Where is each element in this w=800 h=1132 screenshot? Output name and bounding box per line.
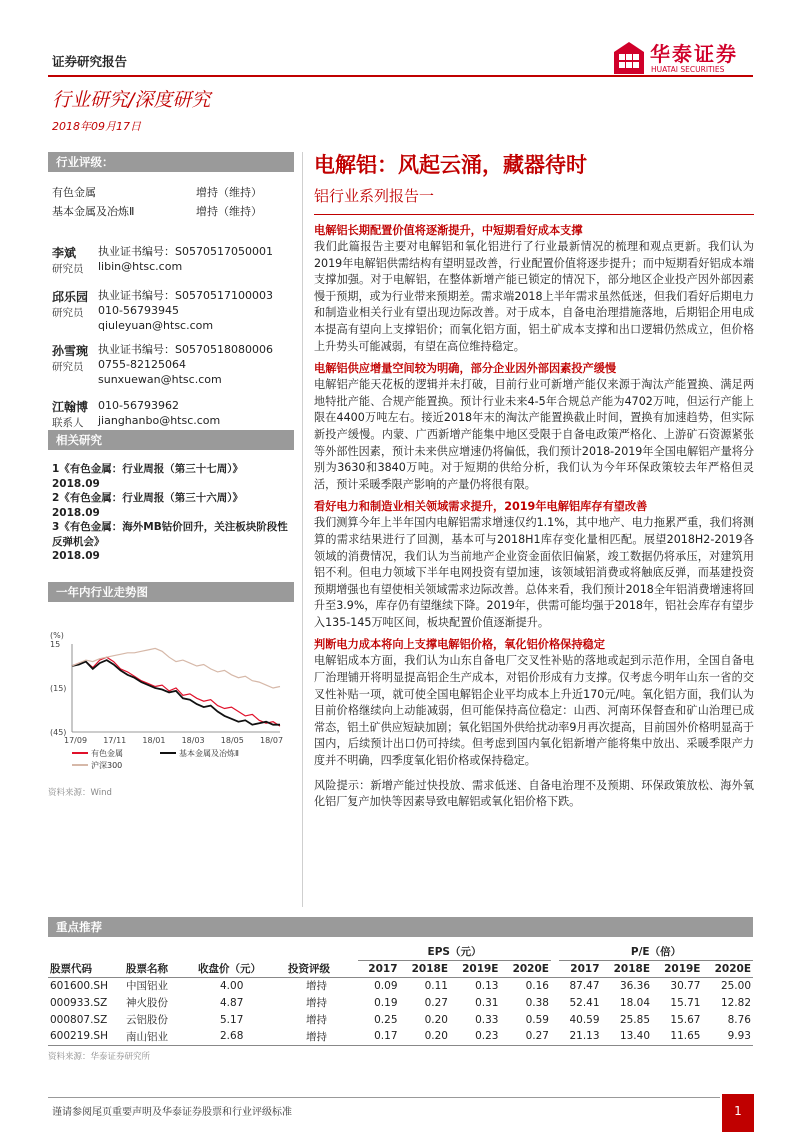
metric-cell: 9.93 [727, 1030, 751, 1043]
y-tick-label: (15) [50, 684, 67, 693]
close-price: 4.87 [220, 996, 244, 1009]
col-pe-2017: 2017 [570, 962, 600, 975]
related-title: 相关研究 [48, 430, 294, 450]
related-item-title[interactable]: 3《有色金属：海外MB钴价回升，关注板块阶段性反弹机会》 [52, 521, 288, 548]
footer-divider [48, 1097, 720, 1098]
rating-value: 增持（维持） [196, 186, 262, 199]
metric-cell: 0.33 [475, 1013, 499, 1026]
metric-cell: 0.11 [424, 979, 448, 992]
related-item[interactable] [52, 462, 294, 491]
stock-code[interactable]: 000933.SZ [50, 996, 108, 1009]
close-price: 4.00 [220, 979, 244, 992]
logo-cn: 华泰证券 [650, 42, 738, 66]
logo [614, 38, 754, 80]
section-body: 电解铝产能天花板的逻辑并未打破，目前行业可新增产能仅来源于淘汰产能置换、满足两地特批产能、合规产能置换。预计行业未来4-5年合规总产能为4702万吨，但运行产能上限在4400万吨左右。接近2018年末的淘汰产能置换截止时间，置换有加速趋势，但实际新投产缓慢。内蒙、广西新增产能集中地区受限于自备电政策严格化、上游矿石资源紧张等外部性因素，预计未来供应增速仍将偏低，我们预计2018-2019年全国电解铝产量将分别为3630和3840万吨。对于短期的供给分析，我们认为今年环保政策较去年严格但灵活，预计采暖季限产影响的产量仍将很有限。 [314, 378, 754, 491]
analyst-email[interactable]: sunxuewan@htsc.com [98, 373, 222, 386]
analyst-license: 执业证书编号：S0570518080006 [98, 343, 273, 356]
report-subtitle: 铝行业系列报告一 [314, 187, 435, 205]
investment-rating: 增持 [306, 997, 327, 1009]
section-heading: 电解铝长期配置价值将逐渐提升，中短期看好成本支撑 [314, 224, 583, 237]
close-price: 5.17 [220, 1013, 244, 1026]
investment-rating: 增持 [306, 1030, 327, 1043]
report-title: 电解铝：风起云涌，藏器待时 [314, 153, 587, 177]
metric-cell: 52.41 [569, 996, 600, 1009]
metric-cell: 11.65 [670, 1030, 701, 1043]
stock-name: 中国铝业 [126, 980, 168, 993]
metric-cell: 0.31 [475, 996, 499, 1009]
section-1 [314, 223, 754, 355]
metric-cell: 36.36 [619, 979, 650, 992]
analyst-name: 孙雪琬 [52, 344, 89, 358]
pe-group-header: P/E（倍） [559, 943, 753, 960]
rating-industry: 有色金属 [52, 186, 96, 199]
section-heading: 判断电力成本将向上支撑电解铝价格，氧化铝价格保持稳定 [314, 638, 605, 652]
stock-code[interactable]: 600219.SH [50, 1030, 108, 1043]
col-pe-2019e: 2019E [664, 962, 701, 975]
trend-source: 资料来源：Wind [48, 788, 112, 798]
related-item-date: 2018.09 [52, 550, 100, 562]
analyst-role: 研究员 [52, 361, 84, 373]
page-number-tab [722, 1094, 754, 1132]
section-body: 我们此篇报告主要对电解铝和氧化铝进行了行业最新情况的梳理和观点更新。我们认为2019年电解铝供需结构有望明显改善，行业配置价值将逐步提升；而中短期看好铝成本端支撑加强。对于电解铝，在整体新增产能已锁定的情况下，部分地区企业投产因外部因素慢于预期，或为行业带来预期差。需求端2018上半年需求虽然低迷，但我们看好后期电力和制造业相关行业有望出现边际改善。对于成本，自备电治理措施落地，后期铝企用电成本提高有望向上支撑铝价；而氧化铝方面，铝土矿成本支撑和出口逻辑仍然成立，但价格上升势头可能减弱，有望在高位维持稳定。 [314, 240, 754, 353]
col-eps-2017: 2017 [368, 962, 398, 975]
rating-table [48, 184, 294, 222]
investment-rating: 增持 [306, 1014, 327, 1026]
table-row [48, 977, 753, 994]
metric-cell: 0.09 [374, 979, 398, 992]
recommend-title: 重点推荐 [48, 917, 753, 937]
related-item[interactable] [52, 491, 294, 520]
related-section [48, 430, 294, 564]
analyst-name: 李斌 [52, 246, 77, 260]
metric-cell: 13.40 [619, 1030, 650, 1043]
metric-cell: 40.59 [569, 1013, 600, 1026]
recommend-table [48, 943, 753, 1046]
related-item[interactable] [52, 520, 294, 564]
related-item-title[interactable]: 1《有色金属：行业周报（第三十七周）》 [52, 463, 244, 475]
section-4 [314, 637, 754, 769]
metric-cell: 18.04 [619, 996, 650, 1009]
col-name: 股票名称 [126, 962, 168, 975]
metric-cell: 8.76 [727, 1013, 751, 1026]
analyst-email[interactable]: qiuleyuan@htsc.com [98, 319, 214, 332]
metric-cell: 25.85 [619, 1013, 650, 1026]
metric-cell: 87.47 [569, 979, 600, 992]
metric-cell: 0.27 [525, 1030, 549, 1043]
recommend-source: 资料来源：华泰证券研究所 [48, 1051, 151, 1062]
metric-cell: 0.38 [525, 996, 549, 1009]
rating-title: 行业评级： [48, 152, 294, 172]
section-body: 电解铝成本方面，我们认为山东自备电厂交叉性补贴的落地或起到示范作用，全国自备电厂治理铺开将明显提高铝企生产成本，对铝价形成有力支撑。仅考虑今明年山东一省的交叉性补贴一项，就可使全国电解铝企业平均成本上升近170元/吨。氧化铝方面，我们认为目前价格继续向上动能减弱，但可能保持高位稳定：山西、河南环保督查和矿山治理已成常态，铝土矿供应短缺加剧；氧化铝国外供给扰动率9月再次提高，目前国外价格明显高于国内，后续预计出口仍可持续。但考虑到国内氧化铝新增产能将集中放出、采暖季限产力度并不明确，四季度氧化铝价格或保持稳定。 [314, 654, 754, 768]
analyst-phone: 010-56793962 [98, 399, 179, 412]
analyst-email[interactable]: libin@htsc.com [98, 260, 183, 273]
stock-name: 云铝股份 [126, 1014, 168, 1026]
analyst-list [48, 244, 294, 438]
related-item-date: 2018.09 [52, 477, 100, 490]
metric-cell: 21.13 [569, 1030, 600, 1043]
col-rating: 投资评级 [288, 962, 330, 975]
x-tick-label: 17/09 [64, 736, 88, 745]
col-code: 股票代码 [50, 962, 92, 975]
analyst-card [52, 342, 294, 398]
table-row [48, 994, 753, 1011]
col-eps-2019e: 2019E [462, 962, 499, 975]
x-tick-label: 18/05 [220, 736, 244, 745]
header-divider [48, 75, 753, 77]
analyst-card [52, 244, 294, 288]
x-tick-label: 18/03 [181, 736, 205, 745]
table-row [48, 1028, 753, 1045]
table-group-header [48, 943, 753, 960]
section-2 [314, 361, 754, 493]
metric-cell: 0.13 [475, 979, 499, 992]
x-tick-label: 18/01 [142, 736, 166, 745]
main-column [314, 150, 754, 811]
related-item-date: 2018.09 [52, 506, 100, 519]
col-pe-2018e: 2018E [613, 962, 650, 975]
series-line [72, 648, 280, 688]
subtitle-divider [314, 214, 754, 215]
stock-code[interactable]: 601600.SH [50, 979, 108, 992]
section-3 [314, 499, 754, 631]
trend-section [48, 582, 294, 798]
metric-cell: 0.59 [525, 1013, 549, 1026]
analyst-role: 联系人 [52, 417, 84, 429]
chart-y-unit: (%) [50, 631, 64, 640]
column-divider [302, 152, 303, 907]
analyst-role: 研究员 [52, 263, 84, 275]
logo-en: HUATAI SECURITIES [651, 65, 725, 74]
analyst-role: 研究员 [52, 307, 84, 319]
section-heading: 电解铝供应增量空间较为明确，部分企业因外部因素投产缓慢 [314, 362, 617, 376]
analyst-phone: 0755-82125064 [98, 358, 186, 371]
metric-cell: 15.67 [670, 1013, 701, 1026]
metric-cell: 0.20 [424, 1030, 448, 1043]
stock-name: 神火股份 [126, 997, 168, 1009]
analyst-license: 执业证书编号：S0570517100003 [98, 289, 273, 302]
metric-cell: 25.00 [720, 979, 751, 992]
investment-rating: 增持 [306, 980, 327, 993]
metric-cell: 0.17 [374, 1030, 398, 1043]
section-body: 我们测算今年上半年国内电解铝需求增速仅约1.1%，其中地产、电力拖累严重，我们将测算的需求结果进行了回测，基本可与2018H1库存变化量相匹配。展望2018H2-2019各领域的消费情况，我们认为当前地产企业资金面依旧偏紧，竣工数据仍将承压，对建筑用铝不利。但电力领域下半年电网投资有望加速，该领域铝消费或将触底反弹，而基建投资预期增强也有望使相关领域需求边际改善。总体来看，我们预计2018全年铝消费增速将回升至3.9%，库存仍有望继续下降。2019年，供需可能均强于2018年，铝社会库存有望步入135-145万吨区间，板块配置价值逐渐提升。 [314, 516, 754, 629]
trend-title: 一年内行业走势图 [48, 582, 294, 602]
rating-row [52, 184, 294, 203]
col-eps-2020e: 2020E [512, 962, 549, 975]
col-pe-2020e: 2020E [714, 962, 751, 975]
col-eps-2018e: 2018E [411, 962, 448, 975]
related-item-title[interactable]: 2《有色金属：行业周报（第三十六周）》 [52, 492, 244, 504]
metric-cell: 0.23 [475, 1030, 499, 1043]
analyst-name: 邱乐园 [52, 290, 89, 304]
x-tick-label: 18/07 [260, 736, 284, 745]
rating-industry: 基本金属及冶炼Ⅱ [52, 205, 135, 218]
legend-label: 沪深300 [91, 761, 123, 770]
metric-cell: 0.16 [525, 979, 549, 992]
metric-cell: 15.71 [670, 996, 701, 1009]
y-tick-label: 15 [50, 640, 61, 649]
doc-type: 证券研究报告 [52, 54, 128, 69]
analyst-license: 执业证书编号：S0570517050001 [98, 245, 273, 258]
page-number: 1 [734, 1104, 742, 1118]
x-tick-label: 17/11 [103, 736, 127, 745]
metric-cell: 0.27 [424, 996, 448, 1009]
section-heading: 看好电力和制造业相关领域需求提升，2019年电解铝库存有望改善 [314, 500, 648, 514]
huatai-logo-icon [614, 42, 644, 74]
risk-warning: 风险提示：新增产能过快投放、需求低迷、自备电治理不及预期、环保政策放松、海外氧化铝厂复产加快等因素导致电解铝或氧化铝价格下跌。 [314, 778, 754, 809]
analyst-card [52, 288, 294, 342]
analyst-name: 江翰博 [52, 400, 89, 414]
metric-cell: 0.19 [374, 996, 398, 1009]
trend-chart [48, 610, 294, 782]
rating-row [52, 203, 294, 222]
legend-label: 基本金属及冶炼Ⅱ [179, 749, 239, 758]
table-row [48, 1011, 753, 1028]
legend-label: 有色金属 [91, 749, 123, 758]
category: 行业研究/深度研究 [52, 89, 211, 111]
left-column [48, 152, 294, 438]
analyst-phone: 010-56793945 [98, 304, 179, 317]
col-close: 收盘价（元） [198, 962, 261, 975]
recommend-section [48, 917, 753, 1062]
report-date: 2018年09月17日 [52, 120, 141, 133]
metric-cell: 0.20 [424, 1013, 448, 1026]
footer-disclaimer: 谨请参阅尾页重要声明及华泰证券股票和行业评级标准 [52, 1107, 292, 1118]
stock-code[interactable]: 000807.SZ [50, 1013, 108, 1026]
y-tick-label: (45) [50, 728, 67, 737]
metric-cell: 30.77 [670, 979, 701, 992]
metric-cell: 12.82 [720, 996, 751, 1009]
rating-value: 增持（维持） [196, 205, 262, 218]
stock-name: 南山铝业 [126, 1030, 168, 1043]
close-price: 2.68 [220, 1030, 244, 1043]
metric-cell: 0.25 [374, 1013, 398, 1026]
analyst-email[interactable]: jianghanbo@htsc.com [98, 414, 221, 427]
table-header-row [48, 960, 753, 977]
eps-group-header: EPS（元） [358, 943, 551, 960]
